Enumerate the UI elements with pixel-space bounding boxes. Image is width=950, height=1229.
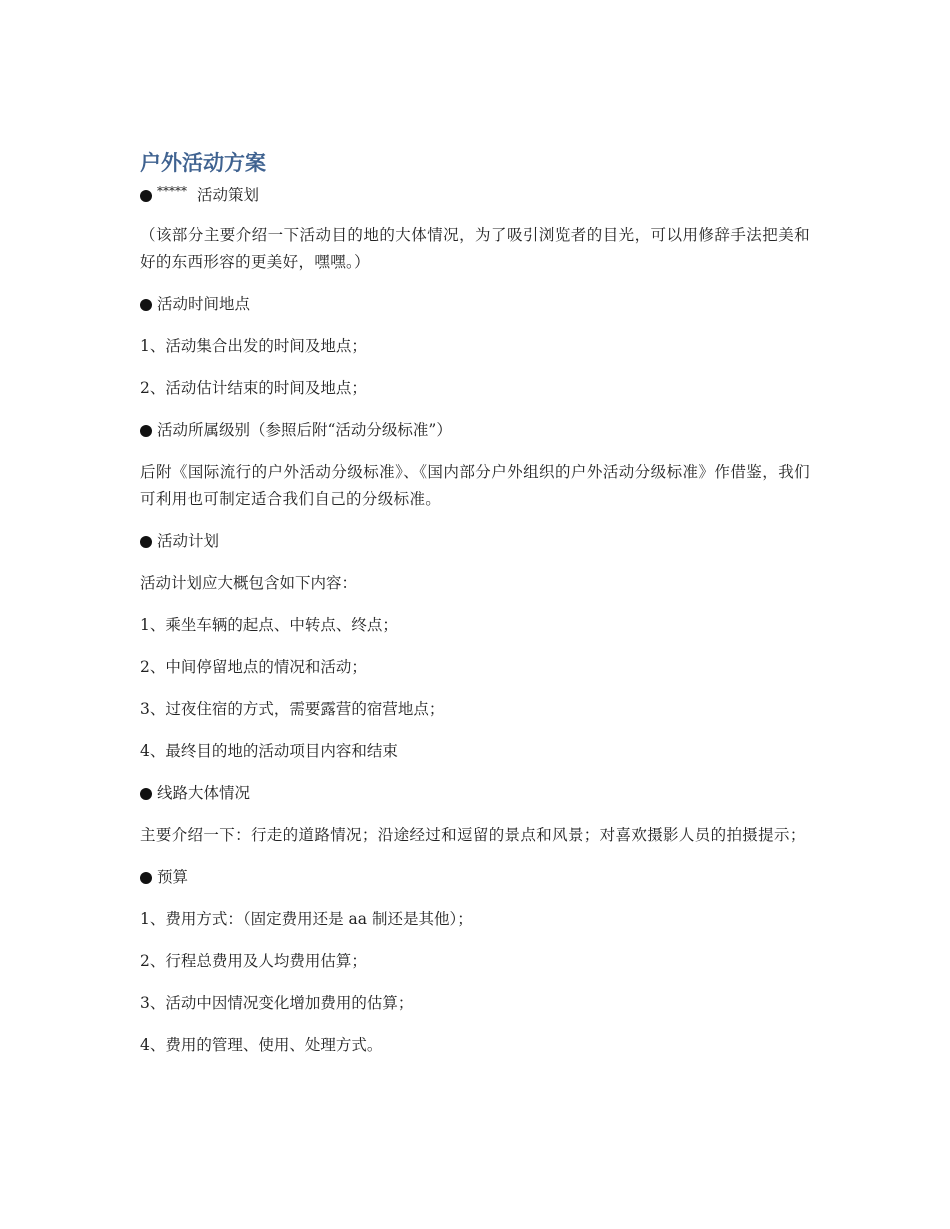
stars-placeholder: ***** bbox=[157, 184, 187, 198]
bullet-dot-icon bbox=[140, 536, 152, 548]
document-title: 户外活动方案 bbox=[140, 151, 266, 175]
list-item: 1、乘坐车辆的起点、中转点、终点； bbox=[140, 616, 398, 634]
section-heading: 活动所属级别（参照后附“活动分级标准”） bbox=[157, 421, 452, 439]
bullet-dot-icon bbox=[140, 788, 152, 800]
section-heading: 预算 bbox=[157, 868, 189, 886]
bullet-activity-level bbox=[140, 417, 810, 444]
bullet-activity-planning bbox=[140, 182, 810, 209]
bullet-route bbox=[140, 780, 810, 807]
list-item: 4、费用的管理、使用、处理方式。 bbox=[140, 1036, 383, 1054]
list-item: 2、活动估计结束的时间及地点； bbox=[140, 379, 367, 397]
document-page bbox=[140, 148, 810, 1074]
bullet-dot-icon bbox=[140, 299, 152, 311]
route-paragraph: 主要介绍一下：行走的道路情况；沿途经过和逗留的景点和风景；对喜欢摄影人员的拍摄提示； bbox=[140, 826, 806, 844]
section-heading: 活动时间地点 bbox=[157, 295, 251, 313]
bullet-dot-icon bbox=[140, 425, 152, 437]
plan-intro: 活动计划应大概包含如下内容： bbox=[140, 574, 358, 592]
bullet-dot-icon bbox=[140, 872, 152, 884]
intro-paragraph: （该部分主要介绍一下活动目的地的大体情况，为了吸引浏览者的目光，可以用修辞手法把美和好的东西形容的更美好，嘿嘿。） bbox=[140, 226, 810, 271]
bullet-budget bbox=[140, 864, 810, 891]
list-item: 2、行程总费用及人均费用估算； bbox=[140, 952, 367, 970]
bullet-label: 活动策划 bbox=[197, 186, 260, 204]
list-item: 3、过夜住宿的方式，需要露营的宿营地点； bbox=[140, 700, 445, 718]
section-heading: 活动计划 bbox=[157, 532, 220, 550]
list-item: 2、中间停留地点的情况和活动； bbox=[140, 658, 367, 676]
bullet-dot-icon bbox=[140, 190, 152, 202]
bullet-time-place bbox=[140, 291, 810, 318]
bullet-activity-plan bbox=[140, 528, 810, 555]
list-item: 1、活动集合出发的时间及地点； bbox=[140, 337, 367, 355]
section-heading: 线路大体情况 bbox=[157, 784, 251, 802]
list-item: 3、活动中因情况变化增加费用的估算； bbox=[140, 994, 414, 1012]
list-item: 1、费用方式：（固定费用还是 aa 制还是其他）； bbox=[140, 910, 473, 928]
list-item: 4、最终目的地的活动项目内容和结束 bbox=[140, 742, 398, 760]
level-paragraph: 后附《国际流行的户外活动分级标准》、《国内部分户外组织的户外活动分级标准》作借鉴，我们可利用也可制定适合我们自己的分级标准。 bbox=[140, 463, 810, 508]
